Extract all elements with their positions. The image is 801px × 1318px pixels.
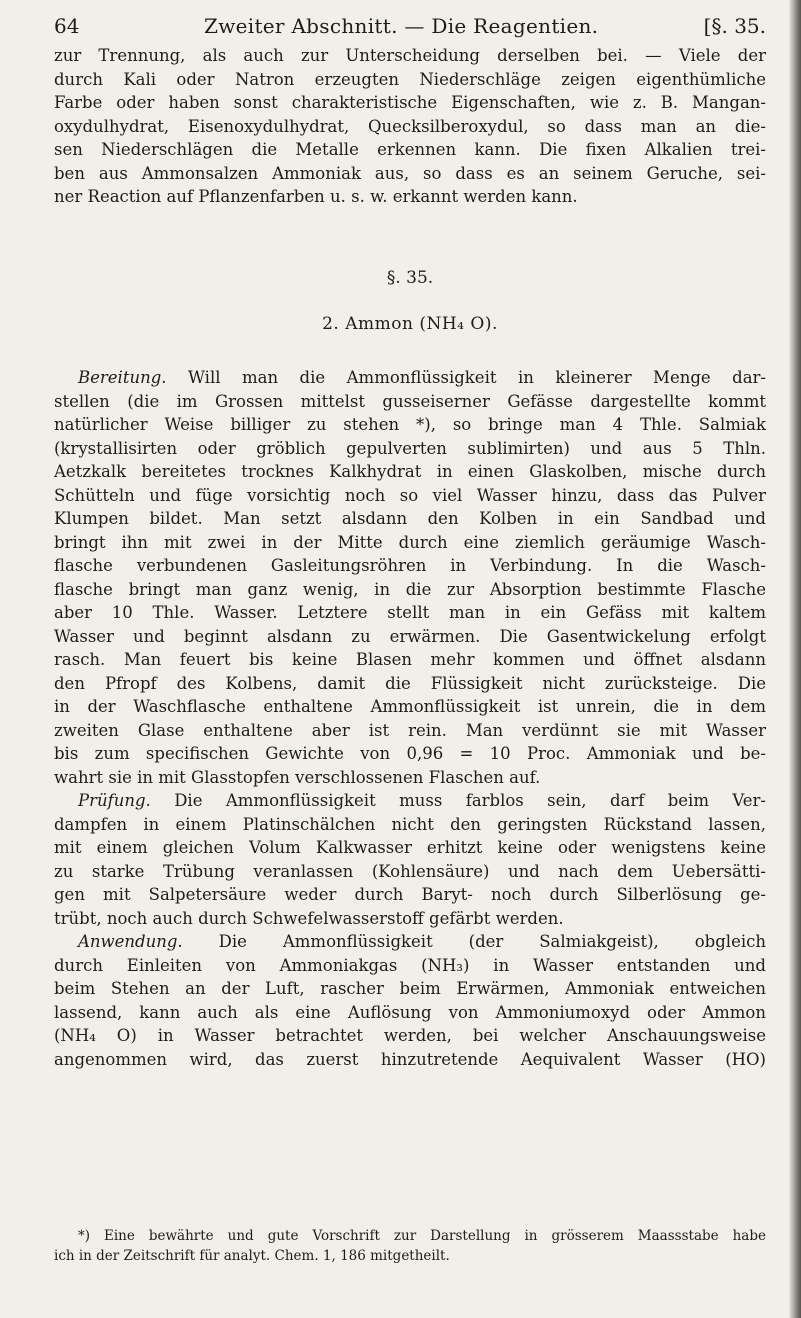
text-line: natürlicher Weise billiger zu stehen *), so bringe man 4 Thle. Salmiak (54, 415, 766, 434)
text-line: mit einem gleichen Volum Kalkwasser erhitzt keine oder wenigstens keine (54, 838, 766, 857)
text-line: oxydulhydrat, Eisenoxydulhydrat, Quecksilberoxydul, so dass man an die- (54, 116, 766, 136)
text-line: sen Niederschlägen die Metalle erkennen kann. Die fixen Alkalien trei- (54, 140, 766, 159)
bereitung-label: Bereitung. (78, 368, 167, 387)
running-title: Zweiter Abschnitt. — Die Reagentien. (204, 14, 599, 38)
text-line: zu starke Trübung veranlassen (Kohlensäure) und nach dem Uebersätti- (54, 861, 766, 881)
text-line: zur Trennung, als auch zur Unterscheidung derselben bei. — Viele der (54, 46, 766, 65)
section-title: 2. Ammon (NH₄ O). (322, 314, 498, 334)
text-line: (NH₄ O) in Wasser betrachtet werden, bei welcher Anschauungsweise (54, 1026, 766, 1045)
text-line: durch Einleiten von Ammoniakgas (NH₃) in Wasser entstanden und (54, 955, 766, 975)
text-line: dampfen in einem Platinschälchen nicht den geringsten Rückstand lassen, (54, 814, 766, 834)
text-line: beim Stehen an der Luft, rascher beim Erwärmen, Ammoniak entweichen (54, 979, 766, 998)
main-text (54, 366, 766, 1071)
text-line: Wasser und beginnt alsdann zu erwärmen. Die Gasentwickelung erfolgt (54, 626, 766, 646)
pruefung-label: Prüfung. (78, 791, 151, 810)
text-line: Schütteln und füge vorsichtig noch so viel Wasser hinzu, dass das Pulver (54, 485, 766, 505)
page-number: 64 (54, 14, 80, 38)
running-header (54, 14, 766, 44)
text-line: trübt, noch auch durch Schwefelwasserstoff gefärbt werden. (54, 908, 564, 928)
text-line: Klumpen bildet. Man setzt alsdann den Kolben in ein Sandbad und (54, 509, 766, 528)
page-edge-shadow (789, 0, 801, 1318)
intro-paragraph (54, 44, 766, 209)
bereitung-first-line: Bereitung. Will man die Ammonflüssigkeit in kleinerer Menge dar- (78, 368, 766, 387)
text-line: aber 10 Thle. Wasser. Letztere stellt man in ein Gefäss mit kaltem (54, 603, 766, 622)
text-line: lassend, kann auch als eine Auflösung von Ammoniumoxyd oder Ammon (54, 1002, 766, 1022)
text-line: den Pfropf des Kolbens, damit die Flüssigkeit nicht zurücksteige. Die (54, 673, 766, 693)
text-line: (krystallisirten oder gröblich gepulverten sublimirten) und aus 5 Thln. (54, 438, 766, 458)
text-line: flasche bringt man ganz wenig, in die zur Absorption bestimmte Flasche (54, 579, 766, 599)
text-line: in der Waschflasche enthaltene Ammonflüssigkeit ist unrein, die in dem (54, 697, 766, 716)
footnote-line: *) Eine bewährte und gute Vorschrift zur Darstellung in grösserem Maassstabe habe (78, 1228, 766, 1244)
text-line: bringt ihn mit zwei in der Mitte durch eine ziemlich geräumige Wasch- (54, 532, 766, 552)
text-line: rasch. Man feuert bis keine Blasen mehr kommen und öffnet alsdann (54, 650, 766, 669)
section-number: §. 35. (386, 268, 434, 288)
text-line: gen mit Salpetersäure weder durch Baryt- noch durch Silberlösung ge- (54, 885, 766, 904)
text-line: bis zum specifischen Gewichte von 0,96 = 10 Proc. Ammoniak und be- (54, 744, 766, 763)
text-line: ner Reaction auf Pflanzenfarben u. s. w. erkannt werden kann. (54, 187, 578, 206)
footnote-line: ich in der Zeitschrift für analyt. Chem. 1, 186 mitgetheilt. (54, 1248, 450, 1264)
pruefung-first-line: Prüfung. Die Ammonflüssigkeit muss farblos sein, darf beim Ver- (78, 791, 766, 810)
anwendung-first-line: Anwendung. Die Ammonflüssigkeit (der Salmiakgeist), obgleich (78, 932, 766, 951)
text-line: stellen (die im Grossen mittelst gusseiserner Gefässe dargestellte kommt (54, 391, 766, 411)
text-line: Aetzkalk bereitetes trocknes Kalkhydrat in einen Glaskolben, mische durch (54, 462, 766, 481)
footnote (54, 1226, 766, 1266)
text-line: zweiten Glase enthaltene aber ist rein. Man verdünnt sie mit Wasser (54, 720, 766, 740)
text-line: flasche verbundenen Gasleitungsröhren in Verbindung. In die Wasch- (54, 556, 766, 575)
anwendung-label: Anwendung. (78, 932, 183, 951)
text-line: angenommen wird, das zuerst hinzutretende Aequivalent Wasser (HO) (54, 1049, 766, 1069)
text-line: durch Kali oder Natron erzeugten Niederschläge zeigen eigenthümliche (54, 69, 766, 89)
section-reference: [§. 35. (703, 14, 766, 38)
text-line: wahrt sie in mit Glasstopfen verschlossenen Flaschen auf. (54, 767, 541, 787)
text-line: Farbe oder haben sonst charakteristische Eigenschaften, wie z. B. Mangan- (54, 93, 766, 112)
text-line: ben aus Ammonsalzen Ammoniak aus, so dass es an seinem Geruche, sei- (54, 163, 766, 183)
